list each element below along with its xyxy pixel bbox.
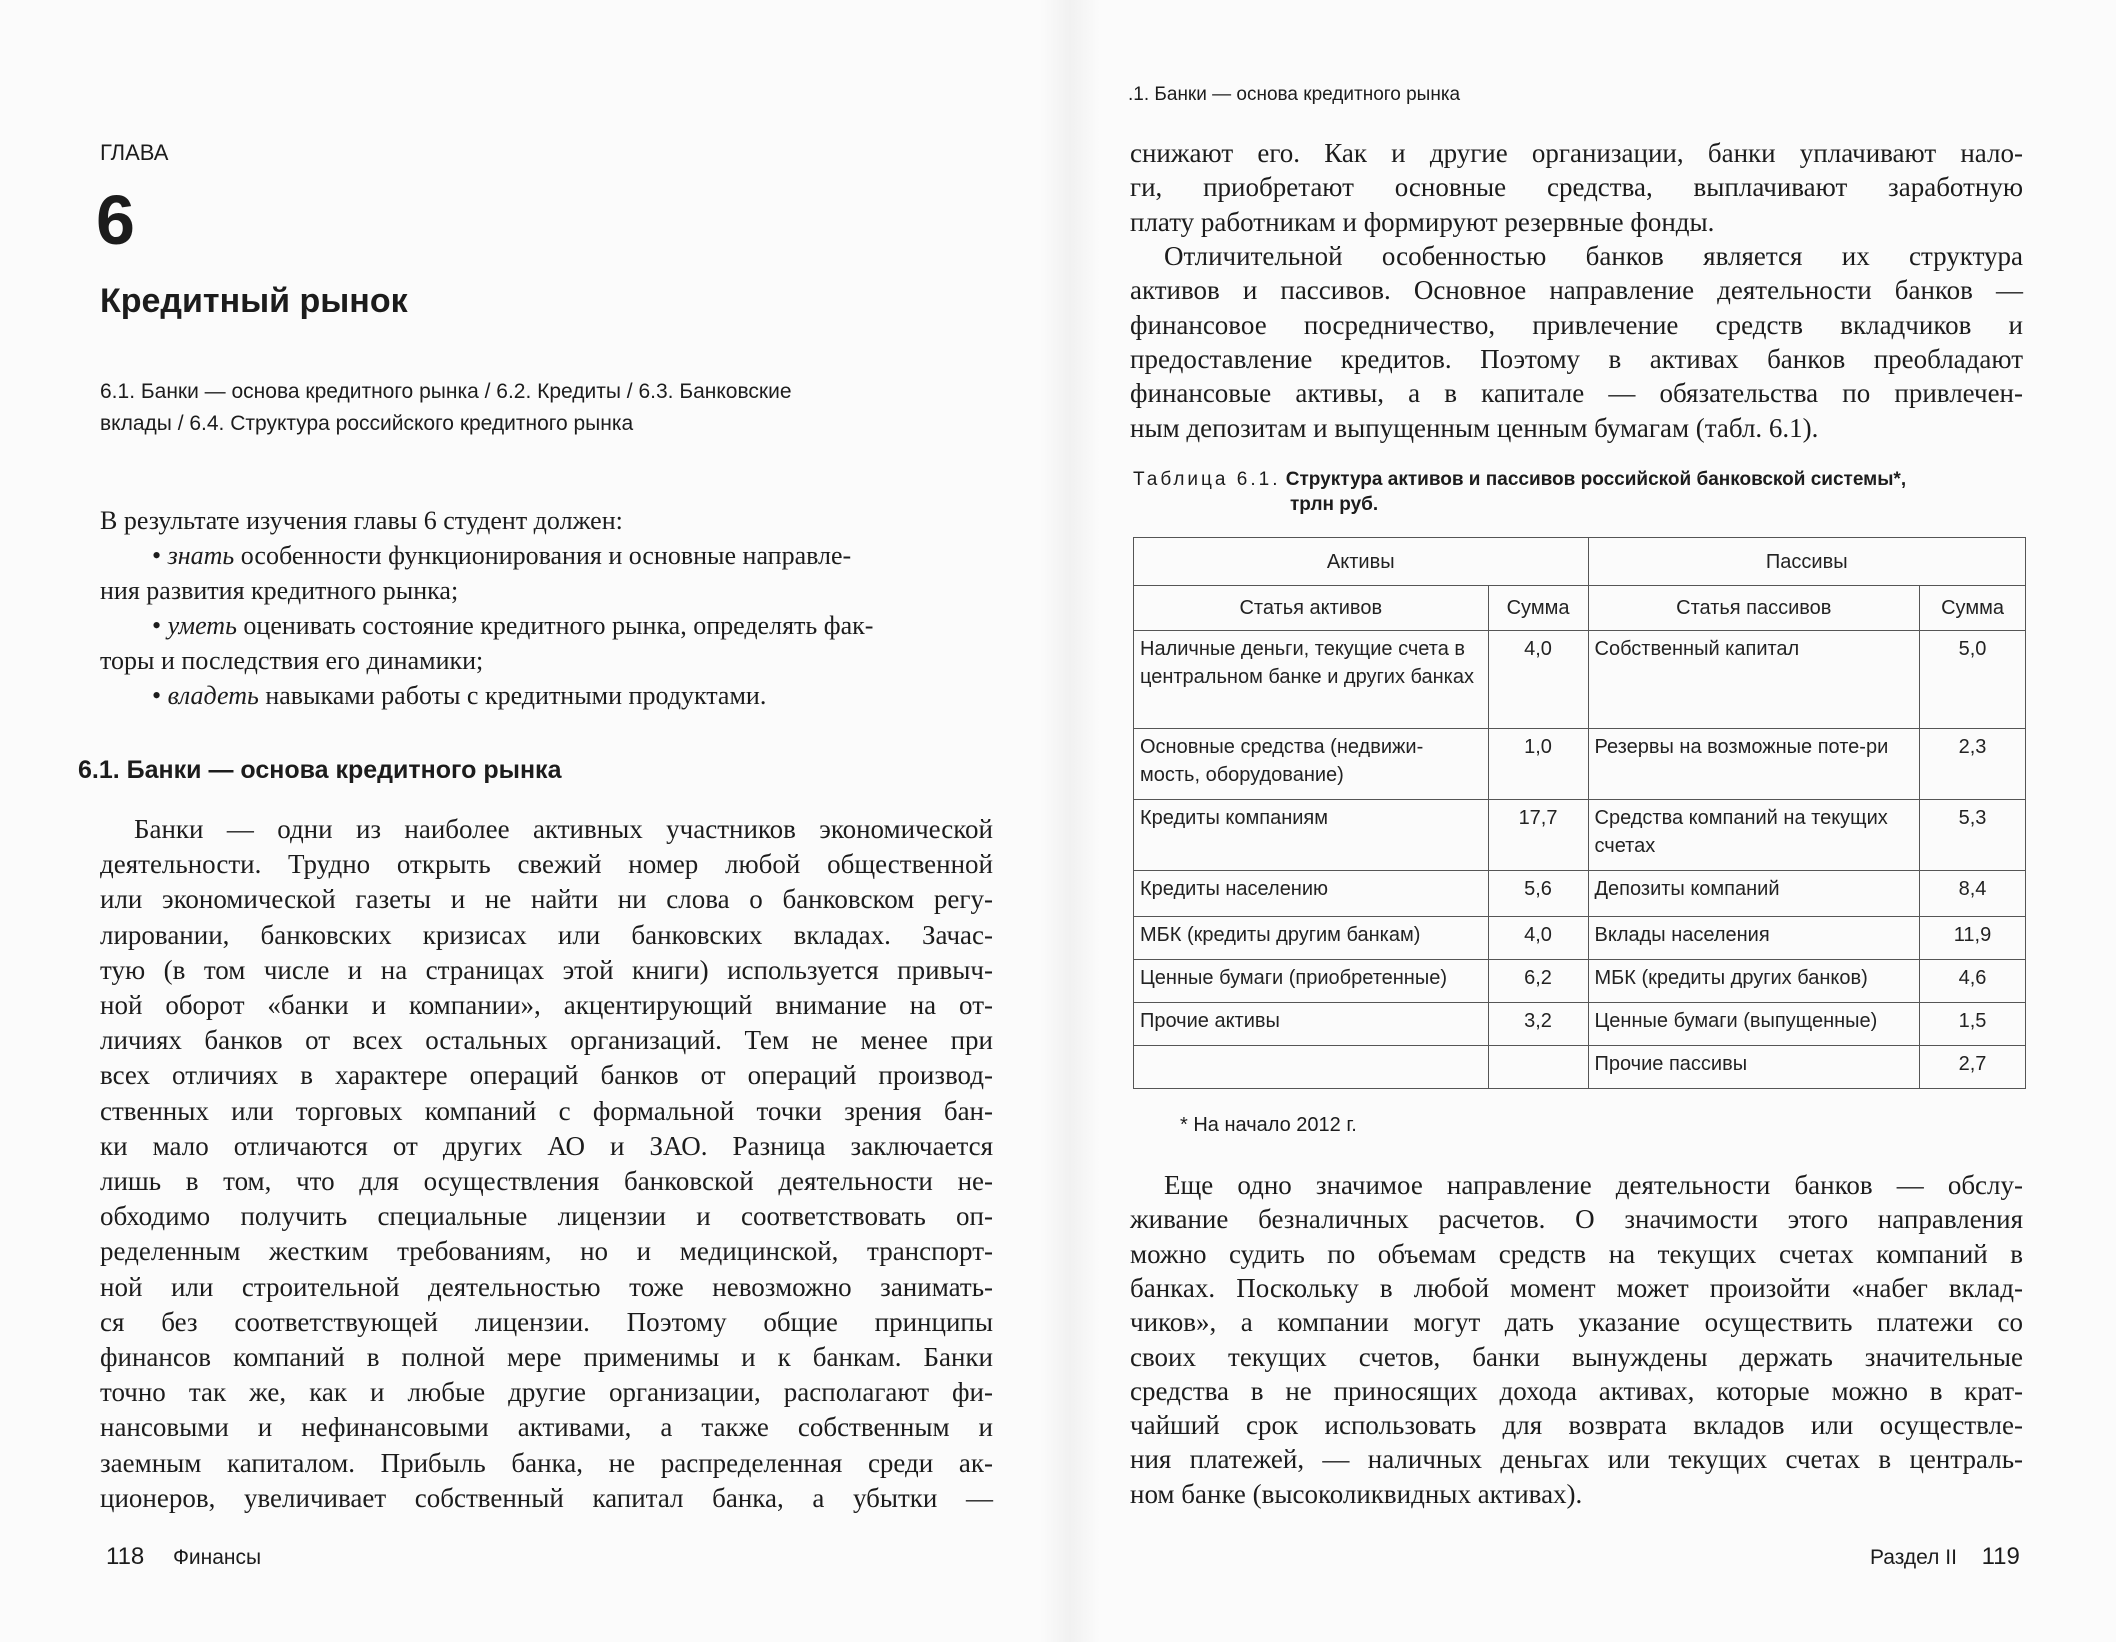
learning-goals (100, 503, 990, 713)
text-line: Еще одно значимое направление деятельности банков — обслу- (1164, 1170, 2023, 1200)
amount-cell (1488, 1046, 1588, 1089)
amount-cell: 5,3 (1920, 800, 2026, 871)
table-row (1134, 917, 2026, 960)
goal-item: • уметь оценивать состояние кредитного рынка, определять фак- (152, 611, 874, 640)
text-line: снижают его. Как и другие организации, банки уплачивают нало- (1130, 138, 2023, 168)
goal-verb: знать (167, 541, 235, 570)
right-footer (1870, 1543, 2020, 1571)
column-header: Статья активов (1134, 586, 1489, 631)
amount-cell: 5,6 (1488, 871, 1588, 917)
table-group-header-row (1134, 538, 2026, 586)
item-cell: МБК (кредиты других банков) (1588, 960, 1920, 1003)
left-footer (106, 1543, 261, 1571)
item-cell: Ценные бумаги (приобретенные) (1134, 960, 1489, 1003)
item-cell: Прочие активы (1134, 1003, 1489, 1046)
text-line: тую (в том числе и на страницах этой книги) используется привыч- (100, 954, 993, 985)
text-line: деятельности. Трудно открыть свежий номер любой общественной (100, 849, 993, 880)
assets-liabilities-table (1133, 537, 2026, 1089)
text-line: ным депозитам и выпущенным ценным бумагам (табл. 6.1). (1130, 412, 1819, 443)
page-number: 119 (1981, 1543, 2020, 1570)
goal-item: • владеть навыками работы с кредитными продуктами. (152, 681, 767, 710)
column-header: Сумма (1488, 586, 1588, 631)
text-line: лировании, банковских кризисах или банковских вкладах. Зачас- (100, 919, 993, 950)
table-row (1134, 1046, 2026, 1089)
text-line: личиях банков от всех остальных организаций. Тем не менее при (100, 1025, 993, 1056)
text-line: всех отличиях в характере операций банков от операций производ- (100, 1060, 993, 1091)
text-line: предоставление кредитов. Поэтому в активах банков преобладают (1130, 343, 2023, 374)
text-line: заемным капиталом. Прибыль банка, не распределенная среди ак- (100, 1447, 993, 1478)
book-gutter (1040, 0, 1100, 1642)
goal-text: оценивать состояние кредитного рынка, определять фак- (236, 611, 874, 640)
table-row (1134, 960, 2026, 1003)
text-line: точно так же, как и любые другие организации, располагают фи- (100, 1377, 993, 1408)
goal-text: навыками работы с кредитными продуктами. (258, 681, 767, 710)
goal-text: особенности функционирования и основные направле- (234, 541, 852, 570)
chapter-toc (100, 376, 792, 440)
goal-text-cont: ния развития кредитного рынка; (100, 576, 459, 605)
book-title: Финансы (172, 1546, 262, 1569)
table-row (1134, 800, 2026, 871)
chapter-label: ГЛАВА (100, 140, 169, 165)
goal-item: • знать особенности функционирования и основные направле- (152, 541, 852, 570)
text-line: финансов компаний в полной мере применимы и к банкам. Банки (100, 1342, 993, 1372)
amount-cell: 4,0 (1488, 631, 1588, 729)
group-header-liabilities: Пассивы (1588, 538, 2026, 586)
text-line: лишь в том, что для осуществления банковской деятельности не- (100, 1166, 993, 1196)
item-cell: Средства компаний на текущих счетах (1588, 800, 1920, 871)
amount-cell: 2,7 (1920, 1046, 2026, 1089)
item-cell: Собственный капитал (1588, 631, 1920, 729)
table-row (1134, 1003, 2026, 1046)
chapter-title: Кредитный рынок (100, 282, 408, 320)
item-cell: Кредиты населению (1134, 871, 1489, 917)
table-caption (1133, 467, 1906, 517)
item-cell: Ценные бумаги (выпущенные) (1588, 1003, 1920, 1046)
amount-cell: 4,6 (1920, 960, 2026, 1003)
amount-cell: 1,0 (1488, 729, 1588, 800)
text-line: нансовыми и нефинансовыми активами, а также собственным и (100, 1412, 993, 1443)
table-row (1134, 631, 2026, 729)
table-row (1134, 729, 2026, 800)
text-line: ственных или торговых компаний с формальной точки зрения бан- (100, 1095, 993, 1126)
text-line: чайший срок использовать для возврата вкладов или осуществле- (1130, 1410, 2023, 1441)
table-caption-title: Структура активов и пассивов российской банковской системы*, (1285, 469, 1907, 490)
item-cell: МБК (кредиты другим банкам) (1134, 917, 1489, 960)
amount-cell: 6,2 (1488, 960, 1588, 1003)
text-line: чиков», а компании могут дать указание осуществить платежи со (1130, 1307, 2023, 1338)
section-heading: 6.1. Банки — основа кредитного рынка (78, 756, 562, 784)
item-cell: Депозиты компаний (1588, 871, 1920, 917)
text-line: Банки — одни из наиболее активных участников экономической (134, 814, 993, 844)
toc-line: вклады / 6.4. Структура российского кредитного рынка (100, 412, 634, 435)
text-line: обходимо получить специальные лицензии и соответствовать оп- (100, 1201, 993, 1232)
text-line: ционеров, увеличивает собственный капитал банка, а убытки — (100, 1482, 993, 1513)
text-line: банках. Поскольку в любой момент может произойти «набег вклад- (1130, 1272, 2023, 1303)
running-header: .1. Банки — основа кредитного рынка (1128, 84, 1461, 105)
amount-cell: 17,7 (1488, 800, 1588, 871)
item-cell (1134, 1046, 1489, 1089)
chapter-number: 6 (96, 181, 135, 259)
goal-text-cont: торы и последствия его динамики; (100, 646, 484, 675)
section-label: Раздел II (1870, 1546, 1957, 1569)
intro-text: В результате изучения главы 6 студент должен: (100, 506, 623, 535)
amount-cell: 11,9 (1920, 917, 2026, 960)
text-line: финансовые активы, а в капитале — обязательства по привлечен- (1130, 378, 2023, 409)
text-line: ном банке (высоколиквидных активах). (1130, 1478, 1583, 1509)
text-line: ся без соответствующей лицензии. Поэтому общие принципы (100, 1306, 993, 1337)
text-line: ределенным жестким требованиям, но и медицинской, транспорт- (100, 1236, 993, 1267)
table-column-header-row (1134, 586, 2026, 631)
toc-line: 6.1. Банки — основа кредитного рынка / 6.2. Кредиты / 6.3. Банковские (100, 380, 792, 403)
text-line: финансовое посредничество, привлечение средств вкладчиков и (1130, 309, 2023, 340)
text-line: активов и пассивов. Основное направление деятельности банков — (1130, 275, 2023, 306)
text-line: ной оборот «банки и компании», акцентирующий внимание на от- (100, 990, 993, 1020)
table-caption-title-cont: трлн руб. (1290, 494, 1379, 515)
amount-cell: 2,3 (1920, 729, 2026, 800)
goal-verb: владеть (167, 681, 259, 710)
amount-cell: 4,0 (1488, 917, 1588, 960)
text-line: плату работникам и формируют резервные фонды. (1130, 206, 1715, 237)
item-cell: Резервы на возможные поте-ри (1588, 729, 1920, 800)
text-line: ния платежей, — наличных деньгах или текущих счетах в централь- (1130, 1444, 2023, 1475)
column-header: Статья пассивов (1588, 586, 1920, 631)
item-cell: Кредиты компаниям (1134, 800, 1489, 871)
group-header-assets: Активы (1134, 538, 1589, 586)
text-line: ной или строительной деятельностью тоже невозможно занимать- (100, 1271, 993, 1302)
text-line: живание безналичных расчетов. О значимости этого направления (1130, 1204, 2023, 1235)
page-number: 118 (106, 1543, 145, 1570)
text-line: или экономической газеты и не найти ни слова о банковском регу- (100, 884, 993, 915)
text-line: ки мало отличаются от других АО и ЗАО. Разница заключается (100, 1130, 993, 1161)
column-header: Сумма (1920, 586, 2026, 631)
text-line: ги, приобретают основные средства, выплачивают заработную (1130, 172, 2023, 203)
text-line: можно судить по объемам средств на текущих счетах компаний в (1130, 1238, 2023, 1269)
table-caption-label: Таблица 6.1. (1133, 469, 1281, 490)
item-cell: Основные средства (недвижи-мость, оборудование) (1134, 729, 1489, 800)
amount-cell: 3,2 (1488, 1003, 1588, 1046)
text-line: средства в не приносящих дохода активах, которые можно в крат- (1130, 1375, 2023, 1406)
table-footnote: * На начало 2012 г. (1180, 1114, 1357, 1136)
table-row (1134, 871, 2026, 917)
text-line: своих текущих счетов, банки вынуждены держать значительные (1130, 1341, 2023, 1372)
item-cell: Прочие пассивы (1588, 1046, 1920, 1089)
item-cell: Наличные деньги, текущие счета в центральном банке и других банках (1134, 631, 1489, 729)
amount-cell: 1,5 (1920, 1003, 2026, 1046)
amount-cell: 8,4 (1920, 871, 2026, 917)
text-line: Отличительной особенностью банков является их структура (1164, 241, 2023, 271)
amount-cell: 5,0 (1920, 631, 2026, 729)
goal-verb: уметь (167, 611, 237, 640)
item-cell: Вклады населения (1588, 917, 1920, 960)
